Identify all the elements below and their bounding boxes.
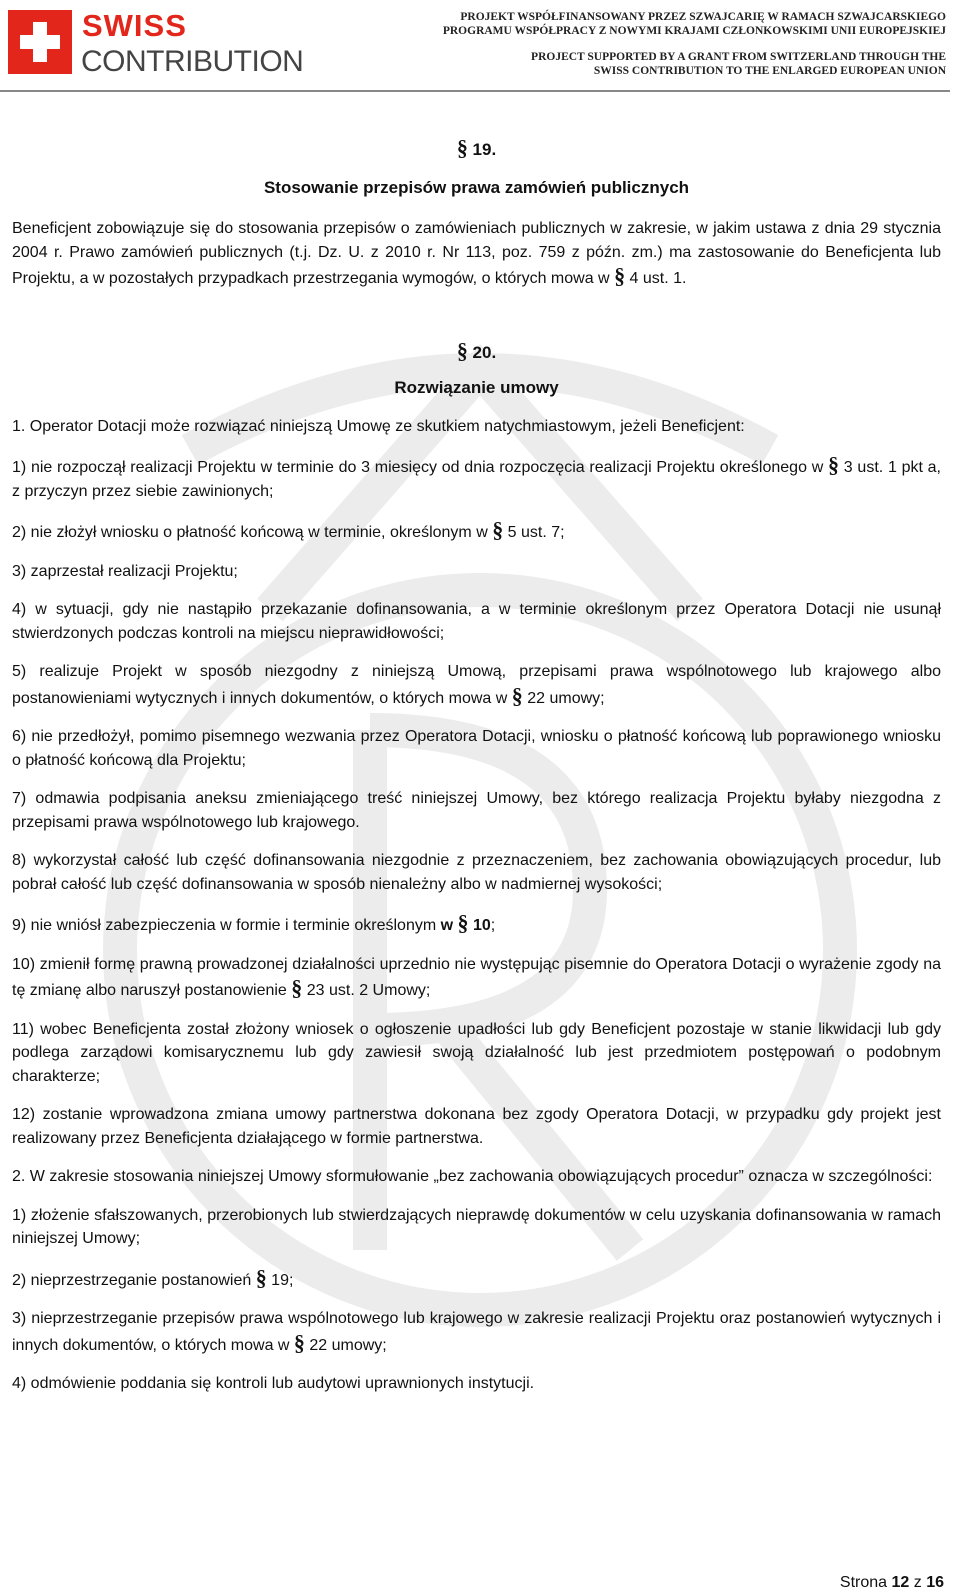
sub-item-1: 1) złożenie sfałszowanych, przerobionych lub stwierdzających nieprawdę dokumentów w celu uzyskania dofinansowania w ramach niniejszej Umowy;	[12, 1206, 941, 1247]
section-19-number: § 19.	[456, 135, 497, 160]
sub-item-3: 3) nieprzestrzeganie przepisów prawa wspólnotowego lub krajowego w zakresie realizacji Projektu oraz postanowień wytycznych i innych dokumentów, o których mowa w § 22 umowy;	[12, 1310, 941, 1355]
section-19-paragraph: Beneficjent zobowiązuje się do stosowania przepisów o zamówieniach publicznych w zakresie, w jakim ustawa z dnia 29 stycznia 2004 r. Prawo zamówień publicznych (t.j. Dz. U. z 2010 r. Nr 113, poz. 759 z późn. zm.) ma zastosowanie do Beneficjenta lub Projektu, a w pozostałych przypadkach przestrzegania wymogów, o których mowa w § 4 ust. 1.	[12, 220, 941, 288]
list-item-3: 3) zaprzestał realizacji Projektu;	[12, 562, 238, 580]
sub-item-2: 2) nieprzestrzeganie postanowień § 19;	[12, 1264, 294, 1290]
header-project-info	[426, 10, 946, 78]
list-item-1: 1) nie rozpoczął realizacji Projektu w terminie do 3 miesięcy od dnia rozpoczęcia realizacji Projektu określonego w § 3 ust. 1 pkt a, z przyczyn przez siebie zawinionych;	[12, 452, 942, 500]
list-item-4: 4) w sytuacji, gdy nie nastąpiło przekazanie dofinansowania, a w terminie określonym przez Operatora Dotacji nie usunął stwierdzonych podczas kontroli na miejscu nieprawidłowości;	[12, 601, 941, 642]
section-20-title: Rozwiązanie umowy	[394, 378, 559, 397]
header-pl-line1: PROJEKT WSPÓŁFINANSOWANY PRZEZ SZWAJCARIĘ W RAMACH SZWAJCARSKIEGO	[460, 11, 946, 23]
page-header	[0, 0, 960, 92]
section-20-point-2: 2. W zakresie stosowania niniejszej Umowy sformułowanie „bez zachowania obowiązujących procedur” oznacza w szczególności:	[12, 1168, 933, 1185]
list-item-6: 6) nie przedłożył, pomimo pisemnego wezwania przez Operatora Dotacji, wniosku o płatność końcową lub poprawionego wniosku o płatność końcową dla Projektu;	[12, 728, 941, 769]
section-19-title: Stosowanie przepisów prawa zamówień publicznych	[263, 177, 690, 197]
list-item-12: 12) zostanie wprowadzona zmiana umowy partnerstwa dokonana bez zgody Operatora Dotacji, w przypadku gdy projekt jest realizowany przez Beneficjenta działającego w formie partnerstwa.	[12, 1106, 941, 1147]
section-20-intro: 1. Operator Dotacji może rozwiązać niniejszą Umowę ze skutkiem natychmiastowym, jeżeli Beneficjent:	[12, 417, 745, 435]
sub-item-4: 4) odmówienie poddania się kontroli lub audytowi uprawnionych instytucji.	[12, 1375, 535, 1392]
list-item-7: 7) odmawia podpisania aneksu zmieniającego treść niniejszej Umowy, bez którego realizacja Projektu byłaby niezgodna z przepisami prawa wspólnotowego lub krajowego.	[12, 790, 941, 831]
list-item-8: 8) wykorzystał całość lub część dofinansowania niezgodnie z przeznaczeniem, bez zachowania obowiązujących procedur, lub pobrał całość lub część dofinansowania w sposób nienależny albo w nadmiernej wysokości;	[12, 852, 941, 893]
header-en-line1: PROJECT SUPPORTED BY A GRANT FROM SWITZERLAND THROUGH THE	[531, 51, 946, 63]
list-item-5: 5) realizuje Projekt w sposób niezgodny z niniejszą Umową, przepisami prawa wspólnotowego lub krajowego albo postanowieniami wytycznych i innych dokumentów, o których mowa w § 22 umowy;	[12, 663, 941, 708]
header-divider	[0, 90, 950, 92]
document-body	[12, 132, 941, 1396]
list-item-9: 9) nie wniósł zabezpieczenia w formie i terminie określonym w § 10;	[12, 910, 496, 935]
header-pl-line2: PROGRAMU WSPÓŁPRACY Z NOWYMI KRAJAMI CZŁONKOWSKIMI UNII EUROPEJSKIEJ	[442, 25, 946, 37]
list-item-2: 2) nie złożył wniosku o płatność końcową w terminie, określonym w § 5 ust. 7;	[12, 517, 565, 542]
swiss-flag-icon	[8, 10, 72, 74]
list-item-10: 10) zmienił formę prawną prowadzonej działalności uprzednio nie występując pisemnie do Operatora Dotacji o wyrażenie zgody na tę zmianę albo naruszył postanowienie § 23 ust. 2 Umowy;	[12, 955, 941, 1000]
section-20-number: § 20.	[456, 337, 497, 363]
logo-text-swiss: SWISS	[82, 8, 187, 43]
list-item-11: 11) wobec Beneficjenta został złożony wniosek o ogłoszenie upadłości lub gdy Beneficjent pozostaje w stanie likwidacji lub gdy podlega zarządowi komisarycznemu lub gdy zawiesił swoją działalność lub jest przedmiotem postępowań o podobnym charakterze;	[12, 1020, 941, 1085]
header-en-line2: SWISS CONTRIBUTION TO THE ENLARGED EUROPEAN UNION	[593, 65, 946, 77]
page-number: Strona 12 z 16	[839, 1574, 944, 1591]
swiss-contribution-logo	[8, 10, 308, 80]
logo-text-contribution: CONTRIBUTION	[81, 45, 304, 78]
